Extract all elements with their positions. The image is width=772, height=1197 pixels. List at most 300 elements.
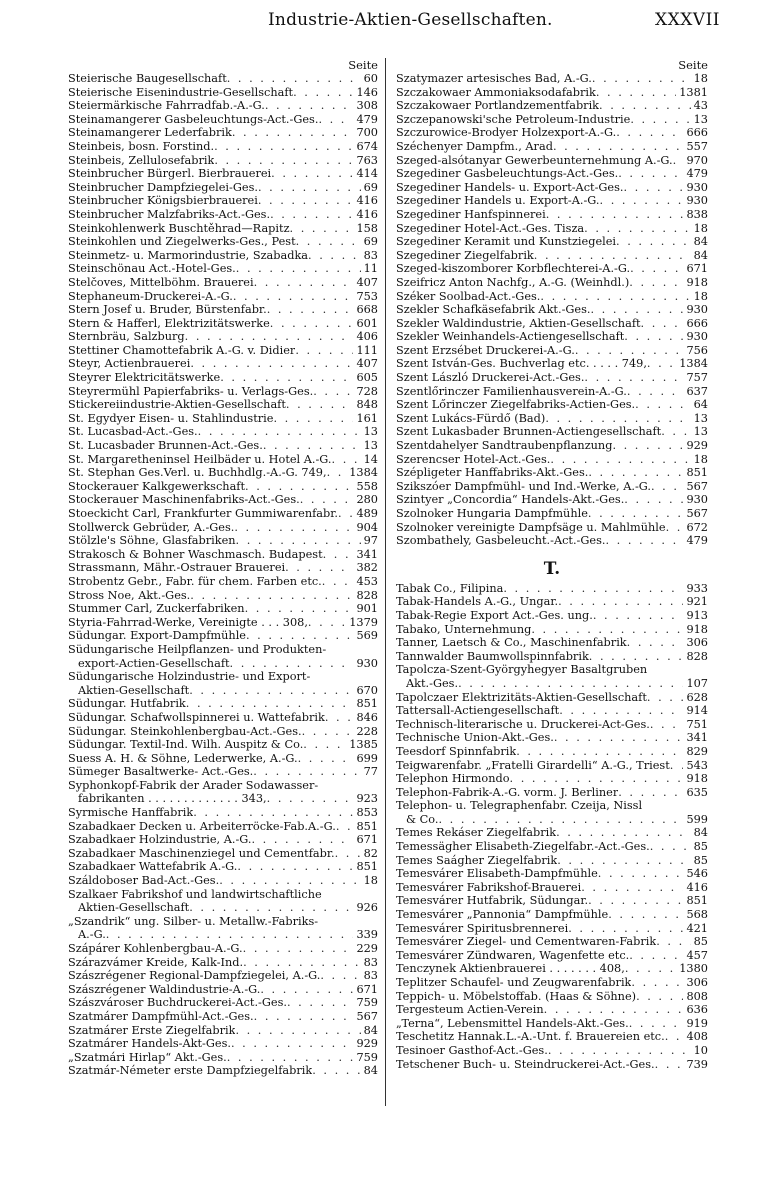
entry-page: 599 — [686, 812, 708, 826]
index-entry — [68, 412, 378, 426]
leader-dots — [258, 181, 361, 195]
index-entry — [396, 222, 708, 236]
leader-dots — [546, 208, 684, 222]
entry-name: Steyrer Elektricitätswerke — [68, 371, 221, 385]
leader-dots — [265, 99, 354, 113]
entry-name: Syphonkopf-Fabrik der Arader Sodawasser- — [68, 778, 319, 792]
entry-name: St. Egydyer Eisen- u. Stahlindustrie — [68, 411, 274, 425]
index-entry — [396, 534, 708, 548]
index-entry — [396, 493, 708, 507]
entry-page: 918 — [686, 622, 708, 636]
leader-dots — [656, 935, 690, 949]
entry-name: Steinamangerer Gasbeleuchtungs-Act.-Ges. — [68, 112, 319, 126]
index-entry — [396, 867, 708, 881]
leader-dots — [320, 969, 360, 983]
leader-dots — [544, 1003, 684, 1017]
index-entry — [68, 534, 378, 548]
entry-name: Szentdahelyer Sandtraubenpflanzung — [396, 439, 613, 453]
leader-dots — [661, 425, 690, 439]
entry-page: 674 — [356, 139, 378, 153]
entry-page: 13 — [363, 439, 378, 453]
leader-dots — [253, 765, 360, 779]
leader-dots — [335, 847, 361, 861]
leader-dots — [598, 867, 684, 881]
index-entry — [396, 303, 708, 317]
index-entry — [396, 677, 708, 691]
entry-name: Szászrégener Regional-Dampfziegelei, A.-G. — [68, 969, 321, 983]
index-entry — [396, 663, 708, 677]
entry-name: St. Lucasbad-Act.-Ges. — [68, 425, 198, 439]
entry-name: Szegediner Handels u. Export-A.-G. — [396, 194, 600, 208]
entry-name: Temesvárer Spiritusbrennerei — [396, 921, 569, 935]
entry-name: Steyr, Actienbrauerei — [68, 357, 191, 371]
index-entry — [396, 425, 708, 439]
leader-dots — [556, 826, 691, 840]
entry-name: Steinbeis, bosn. Forstind. — [68, 139, 215, 153]
entry-page: 728 — [356, 384, 378, 398]
entry-page: 671 — [686, 262, 708, 276]
leader-dots — [599, 99, 691, 113]
leader-dots — [300, 493, 354, 507]
entry-page: 13 — [693, 425, 708, 439]
index-entry — [68, 996, 378, 1010]
entry-name: Stross Noe, Akt.-Ges. — [68, 588, 191, 602]
leader-dots — [673, 154, 684, 168]
entry-name: Steinbeis, Zellulosefabrik — [68, 153, 215, 167]
entry-name: Teschetitz Hannak.L.-A.-Unt. f. Brauereien etc. — [396, 1030, 665, 1044]
entry-name: Szatmárer Handels-Akt-Ges. — [68, 1037, 231, 1051]
leader-dots — [510, 772, 684, 786]
leader-dots — [287, 996, 353, 1010]
index-entry — [68, 521, 378, 535]
entry-page: 829 — [686, 744, 708, 758]
entry-page: 18 — [363, 874, 378, 888]
index-entry — [68, 1051, 378, 1065]
index-entry — [396, 466, 708, 480]
entry-name: Széker Soolbad-Act.-Ges. — [396, 289, 541, 303]
entry-page: 228 — [356, 724, 378, 738]
index-entry — [396, 453, 708, 467]
entry-page: 756 — [686, 343, 708, 357]
leader-dots — [608, 908, 683, 922]
index-entry — [396, 290, 708, 304]
entry-name: Tetschener Buch- u. Steindruckerei-Act.-Ges. — [396, 1057, 655, 1071]
index-entry — [68, 86, 378, 100]
entry-page: 13 — [693, 112, 708, 126]
entry-page: 306 — [686, 636, 708, 650]
entry-page: 930 — [686, 330, 708, 344]
leader-dots — [293, 86, 353, 100]
index-entry — [68, 697, 378, 711]
entry-page: 416 — [356, 207, 378, 221]
entry-page: 84 — [693, 235, 708, 249]
entry-page: 853 — [356, 806, 378, 820]
entry-name: Szabadkaer Holzindustrie, A.-G. — [68, 833, 252, 847]
entry-name: Technische Union-Akt.-Ges. — [396, 731, 554, 745]
entry-page: 158 — [356, 221, 378, 235]
index-entry — [68, 357, 378, 371]
index-entry — [68, 317, 378, 331]
entry-page: 918 — [686, 275, 708, 289]
index-entry — [396, 317, 708, 331]
index-entry — [396, 1044, 708, 1058]
leader-dots — [600, 194, 684, 208]
entry-page: 926 — [356, 901, 378, 915]
entry-page: 763 — [356, 153, 378, 167]
leader-dots — [258, 194, 354, 208]
leader-dots — [666, 521, 684, 535]
entry-name: Steinbrucher Königsbierbrauerei — [68, 194, 258, 208]
index-entry — [396, 371, 708, 385]
entry-name: Szent László Druckerei-Act.-Ges. — [396, 371, 585, 385]
entry-page: 558 — [356, 479, 378, 493]
leader-dots — [245, 480, 353, 494]
entry-name: & Co. — [406, 812, 439, 826]
entry-page: 751 — [686, 717, 708, 731]
index-entry — [396, 908, 708, 922]
entry-name: Südungarische Holzindustrie- und Export- — [68, 670, 311, 684]
entry-name: Telephon Hirmondo — [396, 772, 510, 786]
entry-name: Tanner, Laetsch & Co., Maschinenfabrik — [396, 636, 627, 650]
entry-page: 851 — [356, 697, 378, 711]
leader-dots — [629, 1017, 684, 1031]
index-entry — [396, 72, 708, 86]
leader-dots — [312, 1064, 360, 1078]
entry-page: 635 — [686, 785, 708, 799]
entry-name: Tapolczaer Elektrizitäts-Aktien-Gesellschaft — [396, 690, 647, 704]
entry-page: 479 — [686, 534, 708, 548]
entry-name: Stummer Carl, Zuckerfabriken — [68, 602, 245, 616]
leader-dots — [313, 385, 353, 399]
leader-dots — [650, 840, 691, 854]
entry-page: 107 — [686, 676, 708, 690]
index-entry — [68, 126, 378, 140]
index-entry — [68, 194, 378, 208]
entry-name: Temessägher Elisabeth-Ziegelfabr.-Act.-Ges. — [396, 840, 650, 854]
leader-dots — [230, 657, 354, 671]
index-entry — [68, 548, 378, 562]
entry-name: Steinkohlen und Ziegelwerks-Ges., Pest — [68, 235, 296, 249]
index-entry — [396, 731, 708, 745]
index-entry — [396, 113, 708, 127]
leader-dots — [665, 1030, 684, 1044]
index-entry — [396, 691, 708, 705]
index-entry — [396, 181, 708, 195]
index-entry — [396, 922, 708, 936]
entry-page: 18 — [693, 221, 708, 235]
entry-page: 64 — [693, 398, 708, 412]
entry-name: Temesvárer Elisabeth-Dampfmühle — [396, 867, 598, 881]
entry-page: 10 — [693, 1043, 708, 1057]
leader-dots — [589, 650, 684, 664]
entry-page: 930 — [686, 303, 708, 317]
leader-dots — [627, 385, 684, 399]
entry-name: Szalkaer Fabrikshof und landwirtschaftliche — [68, 887, 322, 901]
entry-page: 406 — [356, 330, 378, 344]
entry-name: Südungar. Hutfabrik — [68, 697, 186, 711]
index-entry — [68, 765, 378, 779]
leader-dots — [624, 330, 683, 344]
entry-name: Szczakowaer Portlandzementfabrik — [396, 99, 600, 113]
entry-name: Szegediner Keramit und Kunstziegelei — [396, 235, 617, 249]
entry-name: Tabak-Regie Export Act.-Ges. ung. — [396, 608, 593, 622]
entry-page: 918 — [686, 772, 708, 786]
leader-dots — [296, 235, 361, 249]
leader-dots — [285, 561, 353, 575]
entry-name: Tergesteum Actien-Verein — [396, 1003, 544, 1017]
entry-page: 339 — [356, 928, 378, 942]
index-entry — [68, 956, 378, 970]
index-entry — [68, 860, 378, 874]
entry-name: Temes Saágher Ziegelfabrik — [396, 853, 558, 867]
leader-dots — [635, 398, 690, 412]
entry-page: 828 — [686, 649, 708, 663]
leader-dots — [588, 894, 683, 908]
leader-dots — [323, 548, 354, 562]
entry-page: 60 — [363, 72, 378, 85]
entry-page: 914 — [686, 704, 708, 718]
entry-page: 851 — [686, 466, 708, 480]
leader-dots — [214, 154, 353, 168]
entry-page: 1384 — [349, 466, 378, 480]
entry-page: 1385 — [349, 738, 378, 752]
entry-name: „Terna“, Lebensmittel Handels-Akt.-Ges. — [396, 1016, 629, 1030]
entry-name: Száldoboser Bad-Act.-Ges. — [68, 874, 220, 888]
leader-dots — [503, 582, 683, 596]
entry-page: 637 — [686, 384, 708, 398]
entry-page: 851 — [356, 860, 378, 874]
leader-dots — [605, 534, 683, 548]
entry-page: 83 — [363, 248, 378, 262]
leader-dots — [651, 480, 683, 494]
entry-name: Stoeckicht Carl, Frankfurter Gummiwarenfabr. — [68, 507, 339, 520]
entry-name: Szekler Waldindustrie, Aktien-Gesellschaft — [396, 316, 641, 330]
entry-page: 668 — [356, 303, 378, 317]
index-entry — [396, 439, 708, 453]
entry-page: 85 — [693, 840, 708, 854]
leader-dots — [190, 589, 353, 603]
index-entry — [396, 609, 708, 623]
entry-name: Südungar. Export-Dampfmühle — [68, 629, 246, 643]
entry-page: 828 — [356, 588, 378, 602]
leader-dots — [308, 249, 361, 263]
entry-page: 43 — [693, 99, 708, 113]
entry-name: Temesvárer Fabrikshof-Brauerei — [396, 880, 582, 894]
index-entry — [396, 154, 708, 168]
index-entry — [396, 126, 708, 140]
entry-name: Szárazvámer Kreide, Kalk-Ind. — [68, 955, 244, 969]
entry-name: „Szandrik“ ung. Silber- u. Metallw.-Fabriks- — [68, 914, 319, 928]
entry-page: 601 — [356, 316, 378, 330]
entry-page: 407 — [356, 275, 378, 289]
entry-name: Stockerauer Maschinenfabriks-Act.-Ges. — [68, 493, 300, 507]
index-entry — [68, 493, 378, 507]
index-entry — [396, 650, 708, 664]
index-entry — [68, 398, 378, 412]
entry-page: 85 — [693, 935, 708, 949]
entry-page: 407 — [356, 357, 378, 371]
leader-dots — [243, 956, 361, 970]
entry-page: 930 — [686, 493, 708, 507]
entry-name: Sümeger Basaltwerke- Act.-Ges. — [68, 765, 254, 779]
entry-name: Tabako, Unternehmung — [396, 622, 532, 636]
entry-page: 84 — [693, 248, 708, 262]
index-entry — [68, 425, 378, 439]
leader-dots — [308, 616, 346, 630]
entry-page: 69 — [363, 235, 378, 249]
entry-page: 18 — [693, 452, 708, 466]
entry-name: Tenczynek Aktienbrauerei . . . . . . . 408, — [396, 962, 625, 976]
index-entry — [68, 371, 378, 385]
index-entry — [396, 949, 708, 963]
leader-dots — [267, 792, 354, 806]
entry-page: 13 — [363, 425, 378, 439]
entry-page: 921 — [686, 595, 708, 609]
entry-name: Szikszóer Dampfmühl- und Ind.-Werke, A.-G. — [396, 479, 651, 493]
leader-dots — [227, 1051, 354, 1065]
leader-dots — [641, 317, 684, 331]
index-entry — [68, 1037, 378, 1051]
entry-page: 851 — [686, 894, 708, 908]
leader-dots — [631, 976, 683, 990]
entry-name: Szent Lukasbader Brunnen-Actiengesellschaft — [396, 425, 662, 439]
entry-name: Tannwalder Baumwollspinnfabrik — [396, 649, 589, 663]
index-entry — [68, 453, 378, 467]
leader-dots — [245, 602, 354, 616]
leader-dots — [236, 534, 361, 548]
leader-dots — [189, 684, 353, 698]
entry-page: 408 — [686, 1030, 708, 1044]
leader-dots — [295, 344, 353, 358]
entry-page: 1379 — [349, 615, 378, 629]
leader-dots — [616, 126, 683, 140]
entry-page: 489 — [356, 507, 378, 520]
entry-page: 913 — [686, 608, 708, 622]
index-entry — [396, 507, 708, 521]
leader-dots — [629, 949, 683, 963]
entry-page: 848 — [356, 398, 378, 412]
leader-dots — [588, 466, 683, 480]
index-entry — [68, 113, 378, 127]
leader-dots — [325, 711, 354, 725]
leader-dots — [254, 1010, 354, 1024]
entry-name: Temesvárer „Pannonia“ Dampfmühle — [396, 908, 609, 922]
index-entry — [396, 704, 708, 718]
leader-dots — [612, 439, 683, 453]
entry-name: Szatymazer artesisches Bad, A.-G. — [396, 72, 592, 85]
index-entry — [68, 507, 378, 521]
leader-dots — [232, 126, 354, 140]
entry-page: 930 — [686, 194, 708, 208]
index-entry — [68, 602, 378, 616]
entry-page: 416 — [686, 880, 708, 894]
entry-name: Tabak-Handels A.-G., Ungar. — [396, 595, 559, 609]
index-entry — [68, 99, 378, 113]
index-entry — [396, 759, 708, 773]
entry-page: 13 — [693, 411, 708, 425]
entry-name: Szekler Schafkäsefabrik Akt.-Ges. — [396, 303, 591, 317]
index-entry — [68, 167, 378, 181]
index-entry — [68, 833, 378, 847]
entry-name: Telephon-Fabrik-A.-G. vorm. J. Berliner — [396, 785, 619, 799]
index-entry — [396, 208, 708, 222]
entry-name: Stern & Hafferl, Elektrizitätswerke — [68, 316, 270, 330]
index-entry — [68, 208, 378, 222]
entry-page: 1380 — [679, 962, 708, 976]
leader-dots — [554, 731, 684, 745]
leader-dots — [581, 881, 683, 895]
entry-page: 18 — [693, 72, 708, 85]
index-entry — [396, 1030, 708, 1044]
index-entry — [68, 888, 378, 902]
right-column-label: Seite — [678, 58, 708, 72]
entry-page: 382 — [356, 561, 378, 575]
index-entry — [68, 249, 378, 263]
leader-dots — [670, 759, 684, 773]
index-entry — [396, 99, 708, 113]
entry-name: Syrmische Hanffabrik — [68, 806, 194, 820]
entry-name: Temesvárer Hutfabrik, Südungar. — [396, 894, 589, 908]
leader-dots — [271, 167, 353, 181]
leader-dots — [193, 806, 353, 820]
entry-page: 851 — [356, 819, 378, 833]
entry-name: Telephon- u. Telegraphenfabr. Czeija, Nissl — [396, 799, 643, 813]
index-entry — [68, 385, 378, 399]
leader-dots — [624, 493, 683, 507]
column-divider — [385, 58, 386, 1106]
index-entry — [396, 799, 708, 813]
entry-name: St. Margaretheninsel Heilbäder u. Hotel A.-G. — [68, 452, 332, 466]
leader-dots — [214, 140, 353, 154]
leader-dots — [298, 752, 354, 766]
index-entry — [396, 840, 708, 854]
leader-dots — [531, 623, 683, 637]
entry-name: Teplitzer Schaufel- und Zeugwarenfabrik — [396, 976, 632, 989]
leader-dots — [548, 1044, 691, 1058]
leader-dots — [231, 1037, 353, 1051]
index-entry — [396, 235, 708, 249]
index-entry — [68, 738, 378, 752]
leader-dots — [655, 1058, 684, 1072]
index-entry — [396, 330, 708, 344]
index-entry — [396, 813, 708, 827]
index-entry — [396, 976, 708, 990]
entry-page: 557 — [686, 139, 708, 153]
leader-dots — [286, 398, 354, 412]
entry-page: 453 — [356, 574, 378, 588]
index-entry — [396, 194, 708, 208]
index-entry — [396, 990, 708, 1004]
leader-dots — [290, 222, 354, 236]
leader-dots — [237, 860, 353, 874]
page-header — [0, 6, 772, 36]
entry-page: 699 — [356, 751, 378, 765]
entry-name: Stephaneum-Druckerei-A.-G. — [68, 289, 233, 303]
leader-dots — [596, 86, 676, 100]
leader-dots — [336, 820, 354, 834]
index-entry — [68, 657, 378, 671]
entry-name: Stelčoves, Mittelböhm. Brauerei — [68, 275, 254, 289]
entry-name: Steinmetz- u. Marmorindustrie, Szabadka — [68, 248, 309, 262]
entry-page: 341 — [686, 731, 708, 745]
entry-name: Steinbrucher Malzfabriks-Act.-Ges. — [68, 207, 271, 221]
entry-page: 700 — [356, 126, 378, 140]
entry-page: 666 — [686, 316, 708, 330]
index-entry — [68, 1024, 378, 1038]
entry-name: Teesdorf Spinnfabrik — [396, 744, 517, 758]
entry-name: Teppich- u. Möbelstoffab. (Haas & Söhne) — [396, 989, 637, 1003]
entry-name: Szatmár-Németer erste Dampfziegelfabrik — [68, 1064, 313, 1078]
